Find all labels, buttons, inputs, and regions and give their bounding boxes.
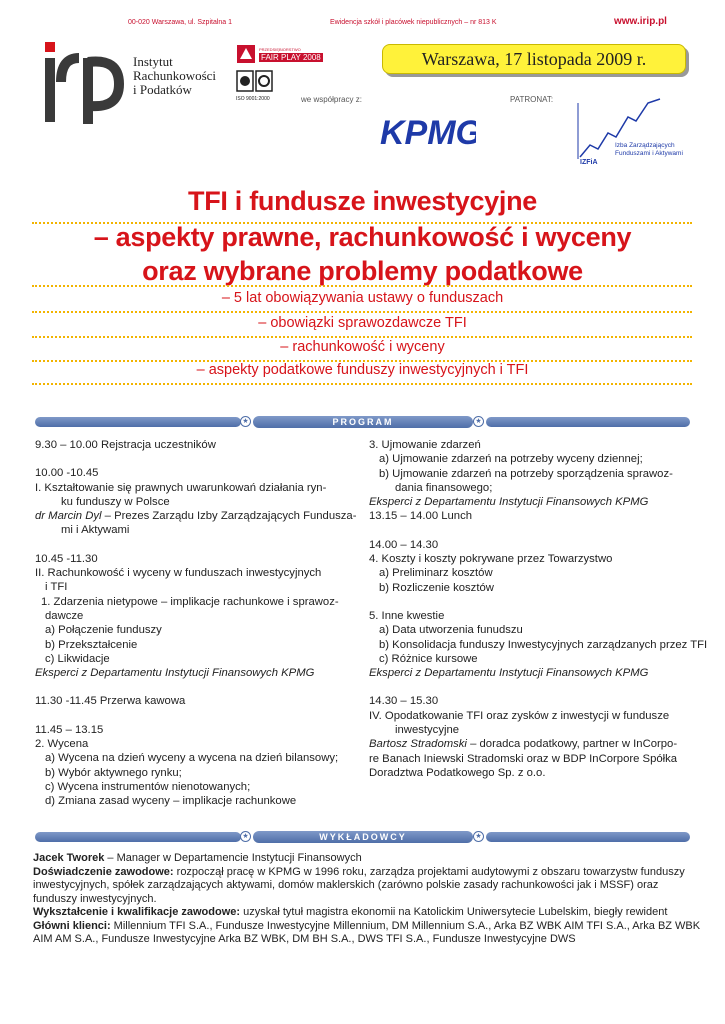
program-band-right <box>486 417 690 427</box>
experience-text: funduszy inwestycyjnych. <box>33 892 157 905</box>
session-title: I. Kształtowanie się prawnych uwarunkowań działania ryn- <box>35 481 327 494</box>
title-line-3: oraz wybrane problemy podatkowe <box>142 256 583 286</box>
title-line-2: – aspekty prawne, rachunkowość i wyceny <box>93 222 632 252</box>
speaker-role: Doradztwa Podatkowego Sp. z o.o. <box>369 766 546 779</box>
program-subitem: d) Zmiana zasad wyceny – implikacje rachunkowe <box>45 795 297 808</box>
program-time: 10.00 -10.45 <box>35 467 99 480</box>
subtitle-4: – aspekty podatkowe funduszy inwestycyjnych i TFI <box>196 362 529 378</box>
program-subitem: a) Wycena na dzień wyceny a wycena na dzień bilansowy; <box>45 752 339 765</box>
izfia-name: Izba Zarządzających Funduszami i Aktywami <box>615 142 683 157</box>
date-box <box>382 44 686 74</box>
program-line: 13.15 – 14.00 Lunch <box>369 510 473 523</box>
program-item: 3. Ujmowanie zdarzeń <box>369 439 481 451</box>
program-band-left <box>35 417 241 427</box>
star-icon: ★ <box>473 831 484 842</box>
speaker-name: Bartosz Stradomski <box>369 738 467 751</box>
lecturer-bio <box>33 852 701 947</box>
program-subitem: a) Preliminarz kosztów <box>379 567 493 580</box>
institute-name: Instytut Rachunkowości i Podatków <box>133 54 217 97</box>
star-icon: ★ <box>240 416 251 427</box>
clients-text: AIM AM S.A., Fundusze Inwestycyjne Arka BZ WBK, DM BH S.A., DWS TFI S.A., Fundusze Inwestycyjne DWS <box>33 933 576 945</box>
program-subitem: a) Data utworzenia funudszu <box>379 624 523 637</box>
address: 00-020 Warszawa, ul. Szpitalna 1 <box>128 19 233 26</box>
program-item: 2. Wycena <box>35 738 89 751</box>
fairplay-small-text: PRZEDSIĘBIORSTWO <box>259 47 301 52</box>
program-subitem: b) Przekształcenie <box>45 638 138 651</box>
subtitle-divider <box>32 285 692 287</box>
program-subitem: c) Wycena instrumentów nienotowanych; <box>45 780 251 793</box>
fairplay-label: FAIR PLAY 2008 <box>261 53 321 62</box>
speaker-role: – doradca podatkowy, partner w InCorpo- <box>466 738 678 751</box>
program-time: 10.45 -11.30 <box>35 552 98 565</box>
clients-text: Millennium TFI S.A., Fundusze Inwestycyjne Millennium, DM Millennium S.A., Arka BZ WBK AIM TFI S.A., Arka BZ WBK <box>110 919 701 932</box>
star-icon: ★ <box>473 416 484 427</box>
speaker-name: dr Marcin Dyl <box>35 510 102 523</box>
education-label: Wykształcenie i kwalifikacje zawodowe: <box>33 906 241 918</box>
program-item: 5. Inne kwestie <box>369 609 445 622</box>
program-subitem: a) Połączenie funduszy <box>45 624 162 637</box>
program-item: 4. Koszty i koszty pokrywane przez Towarzystwo <box>369 553 613 566</box>
program-subitem: b) Konsolidacja funduszy Inwestycyjnych zarządzanych przez TFI <box>379 638 708 651</box>
program-subitem: b) Rozliczenie kosztów <box>379 581 494 594</box>
session-title: IV. Opodatkowanie TFI oraz zysków z inwestycji w fundusze <box>369 709 670 722</box>
experience-text: inwestycyjnych, spółek zarządzających aktywami, domów maklerskich (zarówno polskie zasady rachunkowości jak i MSSF) oraz <box>33 879 659 891</box>
lecturer-name: Jacek Tworek <box>33 852 105 864</box>
program-item: dawcze <box>45 609 84 622</box>
speaker-role: mi i Aktywami <box>61 524 130 537</box>
speaker-role: re Banach Iniewski Stradomski oraz w BDP InCorpore Spółka <box>369 752 678 765</box>
speaker-name: Eksperci z Departamentu Instytucji Finansowych KPMG <box>35 667 315 680</box>
website-link[interactable]: www.irip.pl <box>614 16 667 27</box>
patronat-label: PATRONAT: <box>510 95 554 104</box>
program-item: 1. Zdarzenia nietypowe – implikacje rachunkowe i sprawoz- <box>41 595 339 608</box>
irip-logo <box>45 42 125 124</box>
program-label: PROGRAM <box>332 417 394 427</box>
speaker-line <box>35 509 355 523</box>
clients-label: Główni klienci: <box>33 919 111 932</box>
star-icon: ★ <box>240 831 251 842</box>
session-title: II. Rachunkowość i wyceny w funduszach inwestycyjnych <box>35 567 322 580</box>
program-subitem: c) Różnice kursowe <box>379 652 478 665</box>
program-subitem: a) Ujmowanie zdarzeń na potrzeby wyceny dziennej; <box>379 453 643 466</box>
lecturers-band-right <box>486 832 690 842</box>
subtitle-divider <box>32 311 692 313</box>
speaker-role: – Prezes Zarządu Izby Zarządzających Fundusza- <box>101 510 357 523</box>
iso-icon <box>236 70 274 94</box>
subtitle-2: – obowiązki sprawozdawcze TFI <box>258 315 467 331</box>
program-right-column <box>369 438 708 780</box>
speaker-name: Eksperci z Departamentu Instytucji Finansowych KPMG <box>369 667 649 680</box>
izfia-abbr: IZFiA <box>580 159 598 166</box>
subtitle-1: – 5 lat obowiązywania ustawy o funduszach <box>221 290 504 306</box>
program-line: 9.30 – 10.00 Rejstracja uczestników <box>35 439 216 451</box>
speaker-name: Eksperci z Departamentu Instytucji Finansowych KPMG <box>369 496 649 509</box>
program-time: 11.45 – 13.15 <box>35 723 104 736</box>
experience-label: Doświadczenie zawodowe: <box>33 865 174 878</box>
speaker-line <box>369 737 693 751</box>
session-title: i TFI <box>45 581 68 594</box>
program-subitem: b) Wybór aktywnego rynku; <box>45 766 182 779</box>
program-line: 11.30 -11.45 Przerwa kawowa <box>35 695 186 708</box>
event-date: Warszawa, 17 listopada 2009 r. <box>421 49 647 69</box>
program-left-column <box>35 438 355 809</box>
lecturers-label: WYKŁADOWCY <box>319 832 407 842</box>
program-time: 14.30 – 15.30 <box>369 695 439 708</box>
subtitle-3: – rachunkowość i wyceny <box>280 339 445 355</box>
title-line-1: TFI i fundusze inwestycyjne <box>188 186 537 216</box>
subtitle-divider <box>32 383 692 385</box>
session-title: ku funduszy w Polsce <box>61 495 170 508</box>
experience-text: rozpoczął pracę w KPMG w 1996 roku, zarządza projektami audytowymi z obszaru towarzystw funduszy <box>173 865 685 878</box>
session-title: inwestycyjne <box>395 724 460 737</box>
education-text: uzyskał tytuł magistra ekonomii na Katolickim Uniwersytecie Lubelskim, biegły rewident <box>240 906 668 918</box>
program-time: 14.00 – 14.30 <box>369 538 439 551</box>
program-subitem: c) Likwidacje <box>45 652 110 665</box>
kpmg-logo-text: KPMG <box>380 114 476 148</box>
lecturers-band-left <box>35 832 241 842</box>
program-subitem: b) Ujmowanie zdarzeń na potrzeby sporządzenia sprawoz- <box>379 467 673 480</box>
kpmg-logo <box>378 112 476 148</box>
cooperation-label: we współpracy z: <box>301 95 362 104</box>
program-subitem: dania finansowego; <box>395 481 493 494</box>
fairplay-icon <box>237 45 255 63</box>
lecturer-role: – Manager w Departamencie Instytucji Finansowych <box>104 852 362 864</box>
subtitle-divider <box>32 336 692 338</box>
iso-label: ISO 9001:2000 <box>236 96 270 102</box>
register-number: Ewidencja szkół i placówek niepublicznych – nr 813 K <box>330 19 497 26</box>
